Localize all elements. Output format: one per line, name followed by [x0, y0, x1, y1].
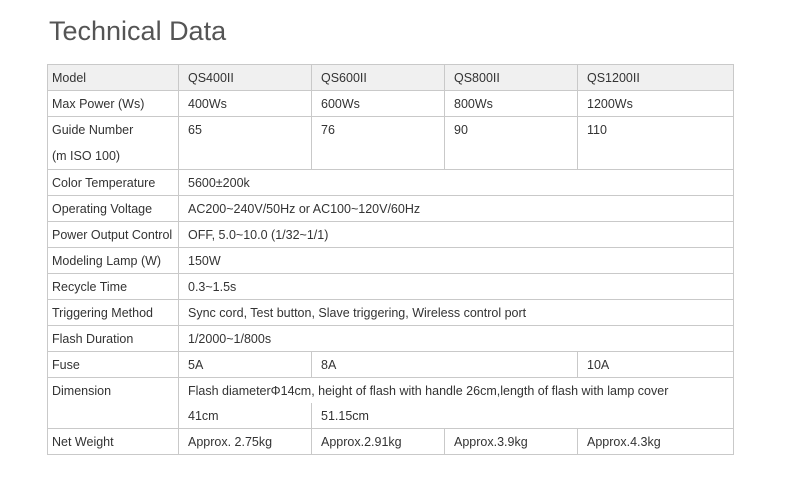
model-cell: QS800II: [445, 65, 578, 91]
fuse-cell: 8A: [312, 352, 578, 378]
row-label-power-output-control: Power Output Control: [48, 222, 179, 248]
table-row-color-temperature: [48, 170, 734, 196]
table-row-max-power: [48, 91, 734, 117]
guide-number-label-line2: (m ISO 100): [52, 149, 121, 163]
row-label-flash-duration: Flash Duration: [48, 326, 179, 352]
guide-number-cell: 90: [445, 117, 578, 170]
table-header-row: [48, 65, 734, 91]
max-power-cell: 400Ws: [179, 91, 312, 117]
table-row-recycle-time: [48, 274, 734, 300]
model-cell: QS1200II: [578, 65, 734, 91]
table-row-triggering-method: [48, 300, 734, 326]
model-cell: QS600II: [312, 65, 445, 91]
row-label-color-temperature: Color Temperature: [48, 170, 179, 196]
table-row-flash-duration: [48, 326, 734, 352]
fuse-cell: 5A: [179, 352, 312, 378]
row-label-triggering-method: Triggering Method: [48, 300, 179, 326]
operating-voltage-cell: AC200~240V/50Hz or AC100~120V/60Hz: [179, 196, 734, 222]
guide-number-cell: 110: [578, 117, 734, 170]
guide-number-cell: 65: [179, 117, 312, 170]
table-row-guide-number: [48, 117, 734, 170]
row-label-modeling-lamp: Modeling Lamp (W): [48, 248, 179, 274]
triggering-method-cell: Sync cord, Test button, Slave triggering, Wireless control port: [179, 300, 734, 326]
net-weight-cell: Approx.2.91kg: [312, 429, 445, 455]
net-weight-cell: Approx.3.9kg: [445, 429, 578, 455]
dimension-cell: 41cm: [179, 403, 312, 429]
table-row-dimension: [48, 378, 734, 404]
table-row-dimension-values: [48, 403, 734, 429]
model-cell: QS400II: [179, 65, 312, 91]
color-temperature-cell: 5600±200k: [179, 170, 734, 196]
net-weight-cell: Approx. 2.75kg: [179, 429, 312, 455]
row-label-operating-voltage: Operating Voltage: [48, 196, 179, 222]
row-label-model: Model: [48, 65, 179, 91]
fuse-cell: 10A: [578, 352, 734, 378]
guide-number-label-line1: Guide Number: [52, 123, 134, 137]
guide-number-cell: 76: [312, 117, 445, 170]
row-label-recycle-time: Recycle Time: [48, 274, 179, 300]
table-row-power-output-control: [48, 222, 734, 248]
table-row-net-weight: [48, 429, 734, 455]
dimension-blank-cell: [48, 403, 179, 429]
table-row-fuse: [48, 352, 734, 378]
table-row-operating-voltage: [48, 196, 734, 222]
modeling-lamp-cell: 150W: [179, 248, 734, 274]
row-label-net-weight: Net Weight: [48, 429, 179, 455]
max-power-cell: 600Ws: [312, 91, 445, 117]
recycle-time-cell: 0.3~1.5s: [179, 274, 734, 300]
max-power-cell: 800Ws: [445, 91, 578, 117]
row-label-max-power: Max Power (Ws): [48, 91, 179, 117]
row-label-dimension: Dimension: [48, 378, 179, 404]
page-title: Technical Data: [49, 16, 227, 46]
technical-data-table: [47, 64, 734, 455]
dimension-description-cell: Flash diameterΦ14cm, height of flash with handle 26cm,length of flash with lamp cover: [179, 378, 734, 404]
dimension-cell: 51.15cm: [312, 403, 734, 429]
table-row-modeling-lamp: [48, 248, 734, 274]
power-output-control-cell: OFF, 5.0~10.0 (1/32~1/1): [179, 222, 734, 248]
row-label-fuse: Fuse: [48, 352, 179, 378]
net-weight-cell: Approx.4.3kg: [578, 429, 734, 455]
max-power-cell: 1200Ws: [578, 91, 734, 117]
flash-duration-cell: 1/2000~1/800s: [179, 326, 734, 352]
row-label-guide-number: [48, 117, 179, 170]
